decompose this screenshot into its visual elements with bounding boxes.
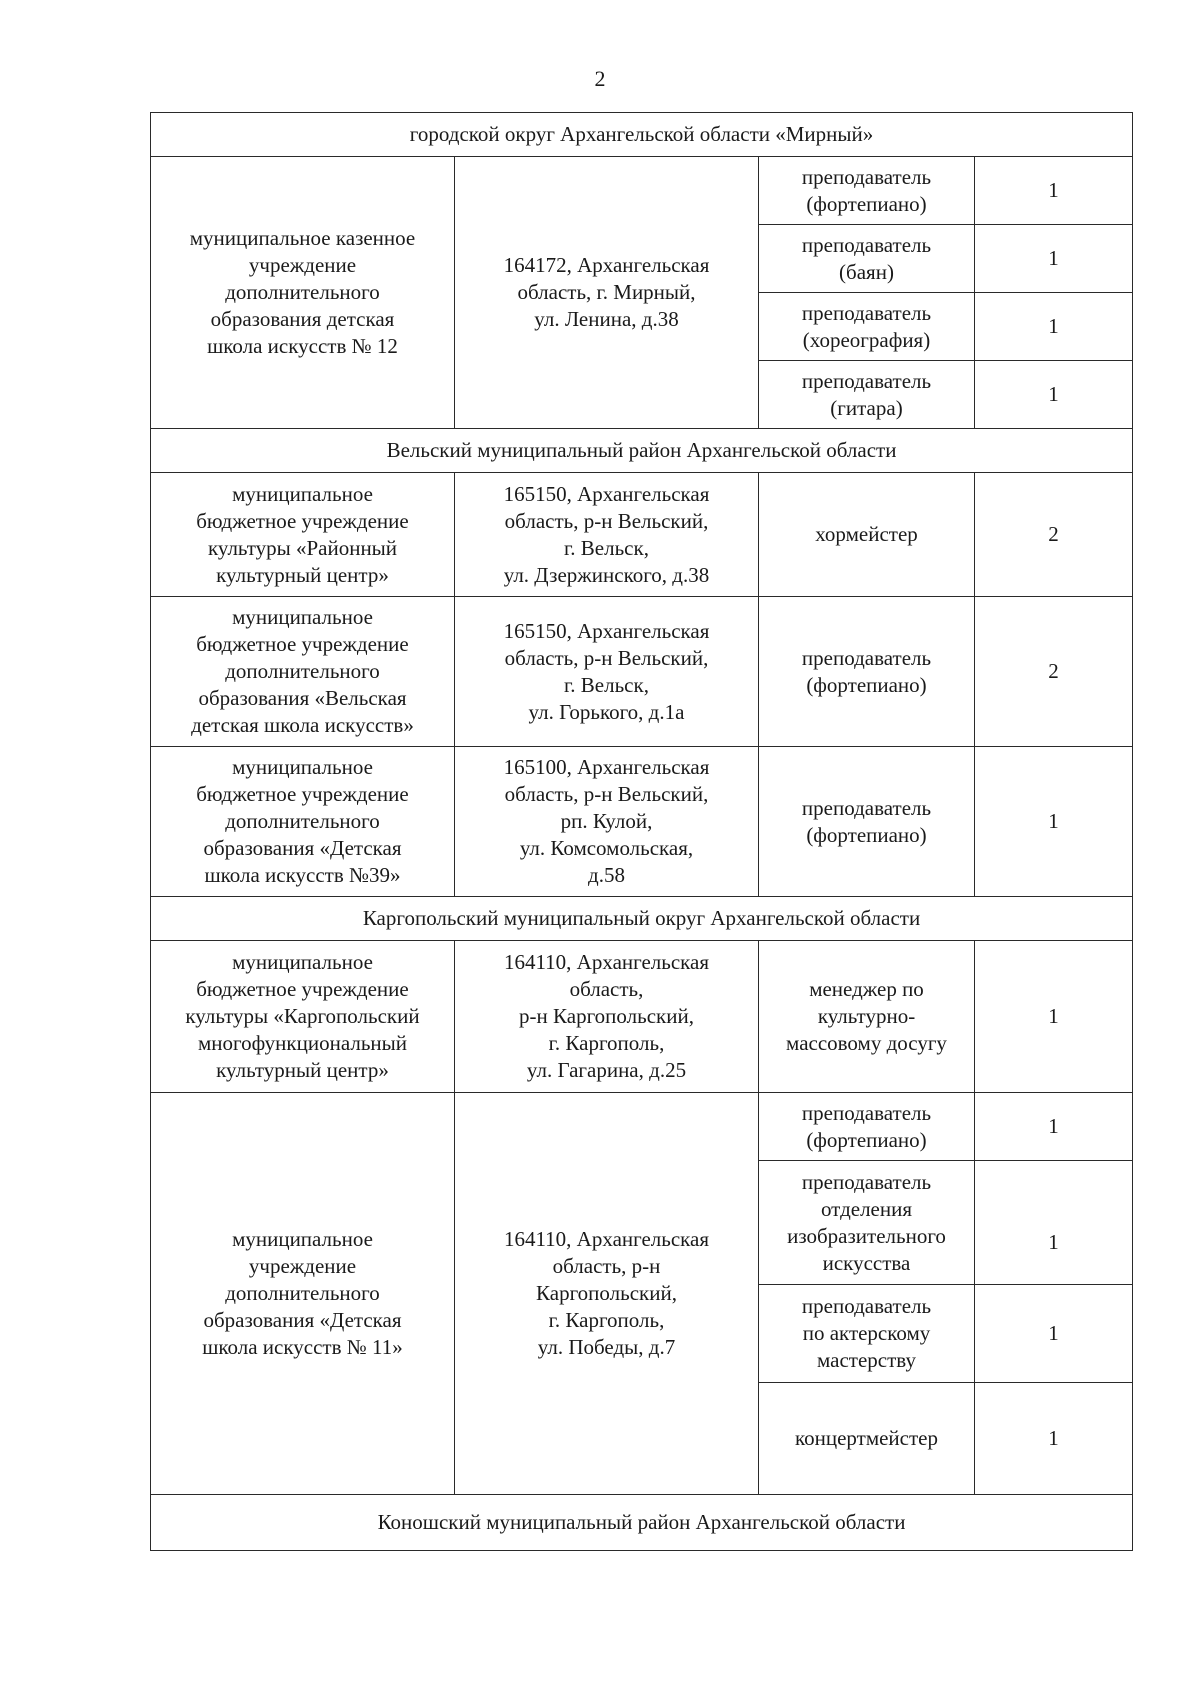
address-cell: 164110, Архангельская область, р-н Каргопольский, г. Каргополь, ул. Гагарина, д.25 xyxy=(455,941,759,1093)
position-cell: преподаватель по актерскому мастерству xyxy=(759,1285,975,1383)
position-cell: преподаватель (фортепиано) xyxy=(759,597,975,747)
position-cell: преподаватель (фортепиано) xyxy=(759,157,975,225)
section-header-row xyxy=(151,1495,1133,1551)
position-cell: хормейстер xyxy=(759,473,975,597)
table-row xyxy=(151,1093,1133,1161)
position-cell: преподаватель (гитара) xyxy=(759,361,975,429)
address-cell: 165100, Архангельская область, р-н Вельский, рп. Кулой, ул. Комсомольская, д.58 xyxy=(455,747,759,897)
count-cell: 1 xyxy=(975,1093,1133,1161)
count-cell: 2 xyxy=(975,473,1133,597)
page-number: 2 xyxy=(594,66,606,91)
count-cell: 1 xyxy=(975,747,1133,897)
position-cell: менеджер по культурно- массовому досугу xyxy=(759,941,975,1093)
table-row xyxy=(151,473,1133,597)
table-row xyxy=(151,157,1133,225)
address-cell: 164172, Архангельская область, г. Мирный, ул. Ленина, д.38 xyxy=(455,157,759,429)
position-cell: преподаватель (баян) xyxy=(759,225,975,293)
count-cell: 1 xyxy=(975,941,1133,1093)
position-cell: концертмейстер xyxy=(759,1383,975,1495)
address-cell: 165150, Архангельская область, р-н Вельский, г. Вельск, ул. Дзержинского, д.38 xyxy=(455,473,759,597)
position-cell: преподаватель (фортепиано) xyxy=(759,747,975,897)
section-header-row xyxy=(151,429,1133,473)
section-header-row xyxy=(151,113,1133,157)
institution-cell: муниципальное бюджетное учреждение дополнительного образования «Вельская детская школа искусств» xyxy=(151,597,455,747)
institution-cell: муниципальное учреждение дополнительного образования «Детская школа искусств № 11» xyxy=(151,1093,455,1495)
count-cell: 1 xyxy=(975,1285,1133,1383)
count-cell: 1 xyxy=(975,1161,1133,1285)
count-cell: 1 xyxy=(975,1383,1133,1495)
table-row xyxy=(151,747,1133,897)
section-header: Каргопольский муниципальный округ Архангельской области xyxy=(151,897,1133,941)
section-header: городской округ Архангельской области «Мирный» xyxy=(151,113,1133,157)
institution-cell: муниципальное бюджетное учреждение дополнительного образования «Детская школа искусств №39» xyxy=(151,747,455,897)
institution-cell: муниципальное казенное учреждение дополнительного образования детская школа искусств № 12 xyxy=(151,157,455,429)
address-cell: 165150, Архангельская область, р-н Вельский, г. Вельск, ул. Горького, д.1а xyxy=(455,597,759,747)
count-cell: 1 xyxy=(975,293,1133,361)
position-cell: преподаватель (хореография) xyxy=(759,293,975,361)
institution-cell: муниципальное бюджетное учреждение культуры «Каргопольский многофункциональный культурный центр» xyxy=(151,941,455,1093)
position-cell: преподаватель отделения изобразительного искусства xyxy=(759,1161,975,1285)
table-row xyxy=(151,941,1133,1093)
section-header-row xyxy=(151,897,1133,941)
count-cell: 1 xyxy=(975,157,1133,225)
section-header: Коношский муниципальный район Архангельской области xyxy=(151,1495,1133,1551)
institution-cell: муниципальное бюджетное учреждение культуры «Районный культурный центр» xyxy=(151,473,455,597)
count-cell: 1 xyxy=(975,361,1133,429)
count-cell: 1 xyxy=(975,225,1133,293)
address-cell: 164110, Архангельская область, р-н Каргопольский, г. Каргополь, ул. Победы, д.7 xyxy=(455,1093,759,1495)
vacancy-table xyxy=(150,112,1133,1551)
table-row xyxy=(151,597,1133,747)
count-cell: 2 xyxy=(975,597,1133,747)
position-cell: преподаватель (фортепиано) xyxy=(759,1093,975,1161)
section-header: Вельский муниципальный район Архангельской области xyxy=(151,429,1133,473)
